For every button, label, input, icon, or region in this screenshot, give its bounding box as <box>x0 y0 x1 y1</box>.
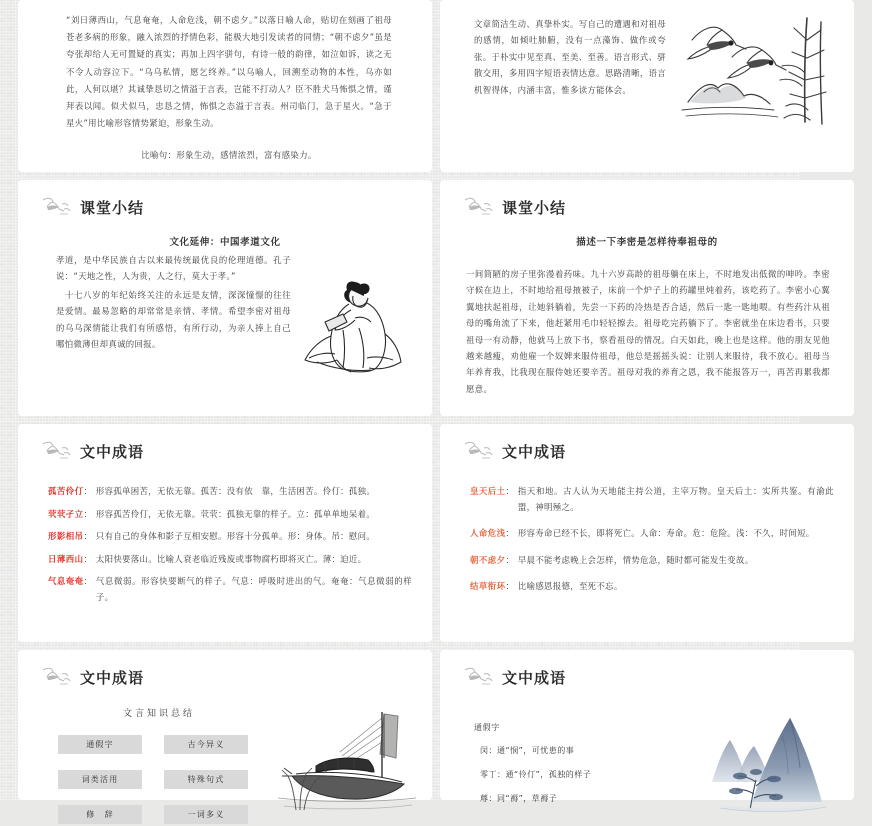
idiom-definition: 气息微弱。形容快要断气的样子。气息：呼吸时进出的气。奄奄：气息微弱的样子。 <box>95 576 412 602</box>
idiom-item <box>48 529 412 545</box>
grid-gap-1 <box>0 172 872 180</box>
knowledge-button-tongjiazi[interactable]: 通假字 <box>58 735 142 754</box>
idiom-term: 结草衔环 <box>470 581 506 592</box>
tongjiazi-title: 文中成语 <box>502 668 567 687</box>
idioms-orange-title: 文中成语 <box>502 442 567 461</box>
idiom-term: 形影相吊 <box>48 531 84 542</box>
slide-summary-culture[interactable] <box>18 180 432 416</box>
grid-gap-2 <box>0 416 872 424</box>
idioms-red-list <box>18 466 432 605</box>
idiom-separator: ： <box>505 581 514 592</box>
idiom-term: 朝不虑夕 <box>470 554 506 565</box>
knowledge-map-header <box>18 650 432 692</box>
tongjiazi-header <box>440 650 854 692</box>
idiom-item <box>470 484 834 515</box>
idiom-term: 茕茕孑立 <box>48 508 84 519</box>
knowledge-map-title: 文中成语 <box>80 668 145 687</box>
crane-ink-icon <box>462 440 494 462</box>
idiom-definition: 早晨不能考虑晚上会怎样，情势危急，随时都可能发生变故。 <box>517 554 754 565</box>
idiom-definition: 太阳快要落山。比喻人衰老临近残废或事物腐朽即将灭亡。薄：迫近。 <box>95 553 367 564</box>
knowledge-button-yiciduoyi[interactable]: 一词多义 <box>164 805 248 824</box>
slide-language-style-body <box>440 0 854 128</box>
knowledge-button-grid <box>44 735 274 824</box>
knowledge-map-heading: 文言知识总结 <box>122 709 195 719</box>
language-style-paragraph: 文章简洁生动、真挚朴实。写自己的遭遇和对祖母的感情，如倾吐肺腑，没有一点藻饰、做作或夸张。于朴实中见至真、至美、至善。语言形式、骈散交用，多用四字短语表情达意。思路清晰，语言机智得体，内涵丰富，惟多读方能体会。 <box>474 19 666 95</box>
crane-ink-icon <box>40 196 72 218</box>
tongjiazi-body <box>440 692 854 820</box>
idiom-definition: 只有自己的身体和影子互相安慰。形容十分孤单。形：身体。吊：慰问。 <box>95 531 376 542</box>
summary-narrative-body <box>440 248 854 397</box>
summary-culture-header <box>18 180 432 222</box>
summary-narrative-paragraph: 一间简陋的房子里弥漫着药味。九十六岁高龄的祖母躺在床上，不时地发出低微的呻吟。李密守候在边上，不时地给祖母掖被子，床前一个炉子上的药罐里炖着药，该吃药了。李密小心翼翼地扶起祖母，让她斜躺着，先尝一下药的冷热是否合适，然后一匙一匙地喂。有些药汁从祖母的嘴角流了下来，他赶紧用毛巾轻轻擦去。祖母吃完药躺下了。李密就坐在床边看书，只要祖母一有动静，他就马上放下书，察看祖母的情况。白天如此，晚上也是这样。他的朋友见他越来越瘦，劝他雇一个奴婢来服侍祖母，他总是摇摇头说：让别人来服待，我不放心。祖母当年养育我，比我现在服侍她还要辛苦。祖母对我的养育之恩，我不能报答万一，再苦再累我都愿意。 <box>466 269 830 394</box>
idiom-item <box>48 574 412 605</box>
summary-narrative-title: 课堂小结 <box>502 198 567 217</box>
slide-knowledge-map[interactable] <box>18 650 432 819</box>
language-style-text <box>474 16 666 128</box>
summary-narrative-header <box>440 180 854 222</box>
tongjiazi-heading: 通假字 <box>474 723 500 732</box>
idiom-term: 日薄西山 <box>48 553 84 564</box>
idiom-item <box>48 552 412 568</box>
idiom-item <box>48 484 412 500</box>
idiom-definition: 比喻感恩报德，至死不忘。 <box>517 581 623 592</box>
crane-ink-icon <box>40 440 72 462</box>
idioms-orange-list <box>440 466 854 595</box>
slide-tongjiazi[interactable] <box>440 650 854 803</box>
grid-gap-3 <box>0 642 872 650</box>
idiom-definition: 形容孤单困苦，无依无靠。孤苦：没有依 靠，生活困苦。伶仃：孤独。 <box>95 486 376 496</box>
analysis-paragraph: “刘日薄西山，气息奄奄，人命危浅，朝不虑夕。”以落日喻人命，贴切在刻画了祖母苍老多病的形象，融入浓烈的抒情色彩，能极大地引发读者的同情；“朝不虑夕”虽是夸张却给人无可置疑的真实；再加上四字骈句，有诗一般的韵律，如泣如诉，读之无不令人动容泣下。“乌乌私情，愿乞终养。”以乌喻人，回溯至动物的本性，乌亦如此，人何以堪？其诚挚恳切之情溢于言表，岂能不打动人？臣不胜犬马怖惧之情，谨拜表以闻。似犬似马，忠恳之情，怖惧之态溢于言表。州司临门，急于星火。“急于星火”用比喻形容情势紧迫，形象生动。 <box>66 15 392 129</box>
idiom-separator: ： <box>83 508 92 519</box>
slide-language-style[interactable] <box>440 0 854 172</box>
idiom-item <box>470 553 834 569</box>
slide-analysis-body <box>18 0 432 161</box>
idiom-separator: ： <box>83 486 92 496</box>
kneeling-scholar-ink-icon <box>297 270 407 390</box>
slide-analysis[interactable] <box>18 0 432 172</box>
sailboat-reed-ink-icon <box>274 706 424 826</box>
knowledge-button-gujinyiyi[interactable]: 古今异义 <box>164 735 248 754</box>
slide-idioms-red[interactable] <box>18 424 432 642</box>
crane-ink-icon <box>40 666 72 688</box>
knowledge-button-xiuci[interactable]: 修 辞 <box>58 805 142 824</box>
idiom-separator: ： <box>505 554 514 565</box>
idiom-definition: 形容孤苦伶仃，无依无靠。茕茕：孤独无靠的样子。立：孤单单地呆着。 <box>95 508 376 519</box>
summary-culture-subtitle: 文化延伸：中国孝道文化 <box>169 237 281 248</box>
tongjiazi-line: 蓐：同“褥”，草褥子 <box>480 794 558 803</box>
idiom-item <box>470 579 834 595</box>
idioms-red-title: 文中成语 <box>80 442 145 461</box>
slide-idioms-orange[interactable] <box>440 424 854 642</box>
idiom-separator: ： <box>83 576 92 587</box>
idiom-term: 孤苦伶仃 <box>48 486 84 496</box>
tongjiazi-line: 零丁：通“伶仃”，孤独的样子 <box>480 770 592 779</box>
analysis-note: 比喻句：形象生动，感情浓烈，富有感染力。 <box>141 149 317 160</box>
tongjiazi-line: 闵：通“悯”，可忧患的事 <box>480 746 575 755</box>
slide-summary-narrative[interactable] <box>440 180 854 416</box>
idiom-item <box>48 507 412 523</box>
idiom-separator: ： <box>83 553 92 564</box>
summary-narrative-subtitle: 描述一下李密是怎样待奉祖母的 <box>576 237 718 248</box>
birds-bamboo-mountain-ink-icon <box>674 10 844 128</box>
summary-culture-title: 课堂小结 <box>80 198 145 217</box>
idiom-term: 气息奄奄 <box>48 576 84 587</box>
idiom-term: 人命危浅 <box>470 528 506 539</box>
idiom-separator: ： <box>505 486 514 496</box>
tongjiazi-text <box>474 696 694 820</box>
crane-ink-icon <box>462 196 494 218</box>
idioms-red-header <box>18 424 432 466</box>
knowledge-button-teshujushi[interactable]: 特殊句式 <box>164 770 248 789</box>
idiom-separator: ： <box>505 528 514 539</box>
knowledge-button-cileihuoyong[interactable]: 词类活用 <box>58 770 142 789</box>
blue-mountain-ink-icon <box>694 702 844 820</box>
idiom-item <box>470 526 834 542</box>
idiom-definition: 形容寿命已经不长，即将死亡。人命：寿命。危：危险。浅：不久，时间短。 <box>517 528 815 539</box>
summary-culture-body <box>18 248 432 390</box>
idiom-separator: ： <box>83 531 92 542</box>
summary-culture-text <box>56 252 291 390</box>
knowledge-map-left <box>44 694 274 826</box>
crane-ink-icon <box>462 666 494 688</box>
summary-culture-paragraph-2: 十七八岁的年纪始终关注的永远是友情，深深憧憬的往往是爱情。最易忽略的却常常是亲情、孝情。希望李密对祖母的乌乌深情能让我们有所感悟，有所行动，为亲人捧上自己哪怕微薄但却真诚的回报。 <box>56 289 291 349</box>
idiom-definition: 指天和地。古人认为天地能主持公道，主宰万物。皇天后土：实所共鉴。有渝此盟，神明殛之。 <box>517 486 834 512</box>
idioms-orange-header <box>440 424 854 466</box>
knowledge-map-body <box>18 692 432 826</box>
summary-culture-paragraph-1: 孝道，是中华民族自古以来最传统最优良的伦理道德。孔子说：“天地之性，人为贵，人之行，莫大于孝。” <box>56 255 291 282</box>
idiom-term: 皇天后土 <box>470 486 506 496</box>
